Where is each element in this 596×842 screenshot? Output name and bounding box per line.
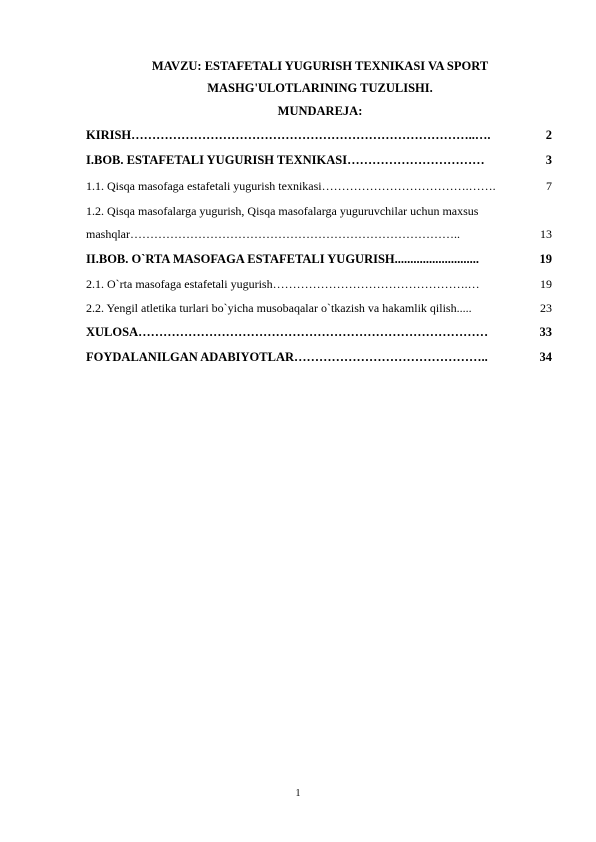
toc-entry-section-2-2 xyxy=(86,300,552,316)
toc-entry-text: I.BOB. ESTAFETALI YUGURISH TEXNIKASI xyxy=(86,153,348,167)
toc-entry-page: 19 xyxy=(539,252,552,266)
toc-entry-page: 23 xyxy=(540,301,552,315)
toc-entry-chapter-2 xyxy=(86,251,552,267)
toc-entry-leader: ..... xyxy=(456,301,472,315)
toc-entry-conclusion xyxy=(86,324,552,340)
toc-entry-text: 1.2. Qisqa masofalarga yugurish, Qisqa masofalarga yuguruvchilar uchun maxsus xyxy=(86,204,479,218)
toc-entry-section-1-2-line-1 xyxy=(86,203,552,219)
contents-heading: MUNDAREJA: xyxy=(277,104,363,118)
toc-entry-page: 7 xyxy=(546,179,552,193)
toc-entry-introduction xyxy=(86,127,552,143)
toc-entry-text: mashqlar xyxy=(86,227,130,241)
toc-entry-leader: ………………………………………….… xyxy=(272,277,480,291)
title-line-2: MASHG'ULOTLARINING TUZULISHI. xyxy=(207,81,433,95)
toc-entry-section-1-2-line-2 xyxy=(86,226,552,242)
toc-entry-section-2-1 xyxy=(86,276,552,292)
toc-entry-leader: ……………………………….……. xyxy=(321,179,496,193)
toc-entry-page: 3 xyxy=(545,153,552,167)
toc-entry-text: II.BOB. O`RTA MASOFAGA ESTAFETALI YUGURISH xyxy=(86,252,395,266)
toc-entry-section-1-1 xyxy=(86,178,552,194)
toc-entry-text: KIRISH xyxy=(86,128,132,142)
toc-entry-page: 2 xyxy=(545,128,552,142)
toc-entry-leader: ……………………………………….. xyxy=(294,350,488,364)
title-line-1: MAVZU: ESTAFETALI YUGURISH TEXNIKASI VA SPORT xyxy=(151,59,489,73)
page-number: 1 xyxy=(295,788,301,799)
toc-entry-text: 1.1. Qisqa masofaga estafetali yugurish texnikasi xyxy=(86,179,322,193)
toc-entry-leader: ………………………………………………………………………… xyxy=(138,325,489,339)
toc-entry-page: 19 xyxy=(540,277,552,291)
toc-entry-text: XULOSA xyxy=(86,325,139,339)
toc-entry-text: 2.2. Yengil atletika turlari bo`yicha musobaqalar o`tkazish va hakamlik qilish xyxy=(86,301,457,315)
toc-entry-text: FOYDALANILGAN ADABIYOTLAR xyxy=(86,350,295,364)
toc-entry-leader: …………………………… xyxy=(347,153,485,167)
toc-entry-leader: ………………………………………………………………………..…. xyxy=(131,128,491,142)
toc-entry-references xyxy=(86,349,552,365)
toc-entry-leader: ……………………………………………………………………….. xyxy=(130,227,460,241)
toc-entry-page: 13 xyxy=(540,227,552,241)
toc-entry-chapter-1 xyxy=(86,152,552,168)
toc-entry-page: 34 xyxy=(539,350,552,364)
toc-entry-text: 2.1. O`rta masofaga estafetali yugurish xyxy=(86,277,273,291)
toc-entry-page: 33 xyxy=(539,325,552,339)
toc-entry-leader: ........................... xyxy=(394,252,480,266)
